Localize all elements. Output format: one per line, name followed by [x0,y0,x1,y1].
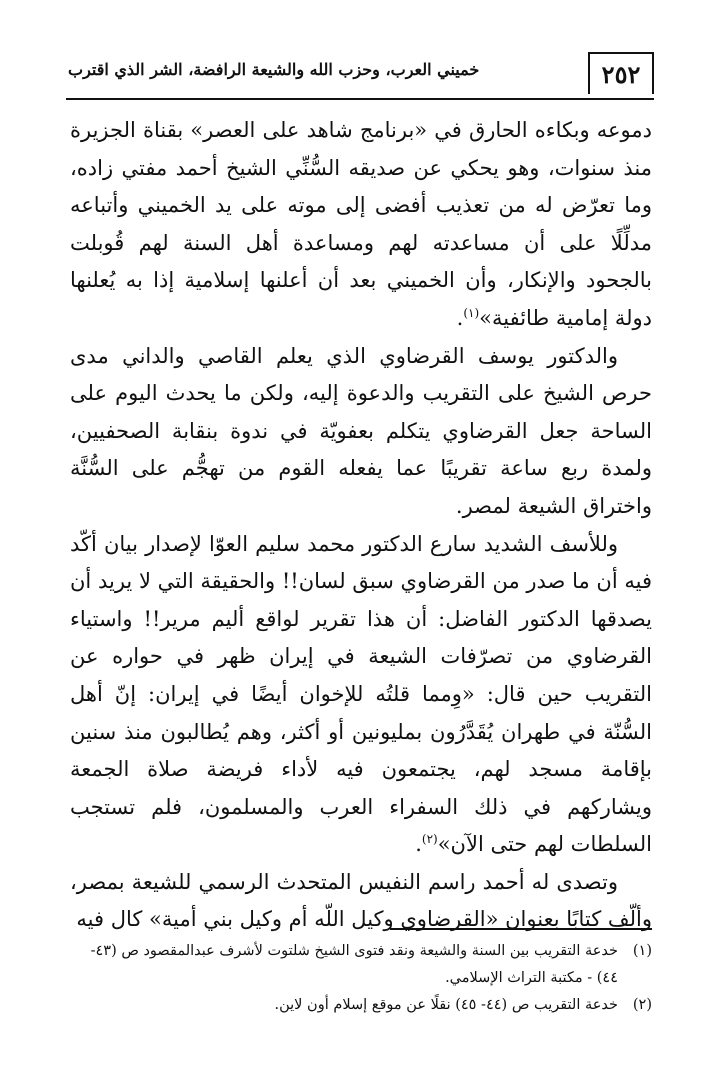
footnote-divider [390,928,652,930]
body-text [70,112,652,939]
footnote-item [70,992,652,1019]
footnotes [70,938,652,1019]
paragraph-text: وللأسف الشديد سارع الدكتور محمد سليم العوّا لإصدار بيان أكّد فيه أن ما صدر من القرضاوي سبق لسان!! والحقيقة التي لا يريد أن يصدقها الدكتور الفاضل: أن هذا تقرير لواقع أليم مرير!! واستياء القرضاوي من تصرّفات الشيعة في إيران ظهر في حواره عن التقريب حين قال: «وِمما قلتُه للإخوان أيضًا في إيران: إنّ أهل السُّنّة في طهران يُقَدَّرُون بمليونين أو أكثر، وهم يُطالبون منذ سنين بإقامة مسجد لهم، يجتمعون فيه لأداء فريضة صلاة الجمعة ويشاركهم في ذلك السفراء العرب والمسلمون، فلم تستجب السلطات لهم حتى الآن» [70,531,652,857]
paragraph-text: وتصدى له أحمد راسم النفيس المتحدث الرسمي للشيعة بمصر، وألّف كتابًا بعنوان «القرضاوي وكيل اللّه أم وكيل بني أمية» كال فيه [70,869,652,932]
page-number-box [588,52,654,94]
paragraph-text: دموعه وبكاءه الحارق في «برنامج شاهد على العصر» بقناة الجزيرة منذ سنوات، وهو يحكي عن صديقه السُّنِّي الشيخ أحمد مفتي زاده، وما تعرّض له من تعذيب أفضى إلى موته على يد الخميني وأتباعه مدلِّلًا على أن مساعدته لهم ومساعدة أهل السنة لهم قُوبلت بالجحود والإنكار، وأن الخميني بعد أن أعلنها إسلامية إذا به يُعلنها دولة إمامية طائفية» [70,118,652,330]
footnote-reference: (١) [463,305,480,320]
footnote-item [70,938,652,965]
footnote-continuation: ٤٤) - مكتبة التراث الإسلامي. [445,970,618,986]
page-header [66,52,654,100]
paragraph [70,338,652,526]
page-number: ٢٥٢ [601,59,641,89]
footnote-number: (١) [632,943,652,959]
footnote-reference: (٢) [421,832,438,847]
running-title: خميني العرب، وحزب الله والشيعة الرافضة، الشر الذي اقترب [68,60,480,79]
paragraph: وللأسف الشديد سارع الدكتور محمد سليم العوّا لإصدار بيان أكّد فيه أن ما صدر من القرضاوي سبق لسان!! والحقيقة التي لا يريد أن يصدقها الدكتور الفاضل: أن هذا تقرير لواقع أليم مرير!! واستياء القرضاوي من تصرّفات الشيعة في إيران ظهر في حواره عن التقريب حين قال: «وِمما قلتُه للإخوان أيضًا في إيران: إنّ أهل السُّنّة في طهران يُقَدَّرُون بمليونين أو أكثر، وهم يُطالبون منذ سنين بإقامة مسجد لهم، يجتمعون فيه لأداء فريضة صلاة الجمعة ويشاركهم في ذلك السفراء العرب والمسلمون، فلم تستجب السلطات لهم حتى الآن»$^{(٢)}$. [70,531,652,857]
paragraph-text: والدكتور يوسف القرضاوي الذي يعلم القاصي والداني مدى حرص الشيخ على التقريب والدعوة إليه، ولكن ما يحدث اليوم على الساحة جعل القرضاوي يتكلم بعفويّة في ندوة بنقابة الصحفيين، ولمدة ربع ساعة تقريبًا عما يفعله القوم من تهجُّم على السُّنَّة واختراق الشيعة لمصر. [70,343,652,518]
footnote-text: خدعة التقريب ص (٤٤- ٤٥) نقلًا عن موقع إسلام أون لاين. [274,997,618,1013]
footnote-text: خدعة التقريب بين السنة والشيعة ونقد فتوى الشيخ شلتوت لأشرف عبدالمقصود ص (٤٣- [90,943,618,959]
footnote-number: (٢) [632,997,652,1013]
paragraph: دموعه وبكاءه الحارق في «برنامج شاهد على العصر» بقناة الجزيرة منذ سنوات، وهو يحكي عن صديقه السُّنِّي الشيخ أحمد مفتي زاده، وما تعرّض له من تعذيب أفضى إلى موته على يد الخميني وأتباعه مدلِّلًا على أن مساعدته لهم ومساعدة أهل السنة لهم قُوبلت بالجحود والإنكار، وأن الخميني بعد أن أعلنها إسلامية إذا به يُعلنها دولة إمامية طائفية»$^{(١)}$. [70,118,652,330]
